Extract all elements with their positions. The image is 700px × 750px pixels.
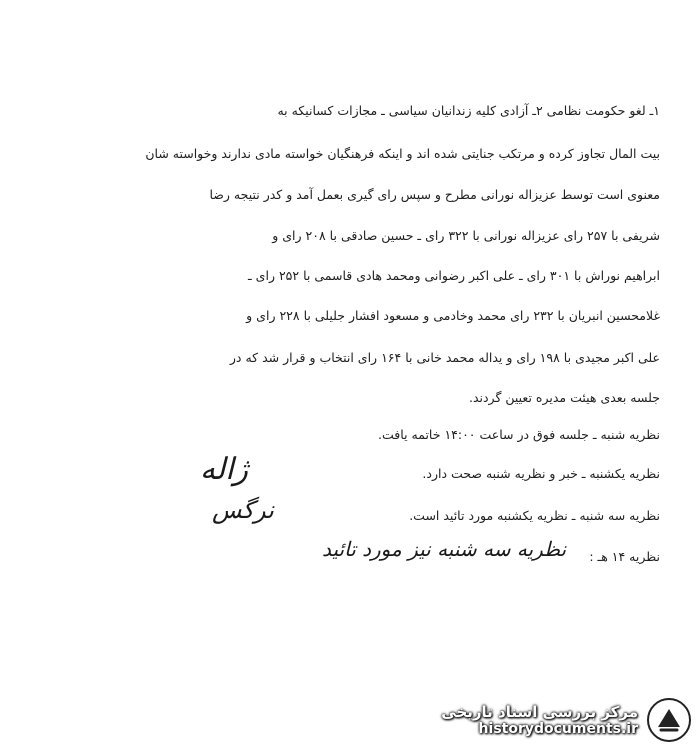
watermark — [392, 690, 700, 750]
text-line-2: بیت المال تجاوز کرده و مرتکب جنایتی شده اند و اینکه فرهنگیان خواسته مادی ندارند وخواسته شان — [145, 146, 660, 161]
handwritten-signature-2: نرگس — [212, 496, 274, 524]
watermark-url: historydocuments.ir — [478, 721, 638, 737]
text-line-7: علی اکبر مجیدی با ۱۹۸ رای و یداله محمد خانی با ۱۶۴ رای انتخاب و قرار شد که در — [229, 350, 660, 365]
watermark-title: مرکز بررسی اسناد تاریخی — [441, 703, 638, 721]
text-line-5: ابراهیم نوراش با ۳۰۱ رای ـ علی اکبر رضوانی ومحمد هادی قاسمی با ۲۵۲ رای ـ — [248, 268, 660, 283]
watermark-text — [441, 703, 638, 737]
note-sunday: نظریه یکشنبه ـ خبر و نظریه شنبه صحت دارد. — [422, 466, 660, 481]
note-saturday: نظریه شنبه ـ جلسه فوق در ساعت ۱۴:۰۰ خاتمه یافت. — [378, 427, 660, 442]
text-line-1: ۱ـ لغو حکومت نظامی ۲ـ آزادی کلیه زندانیان سیاسی ـ مجازات کسانیکه به — [277, 103, 660, 118]
text-line-3: معنوی است توسط عزیزاله نورانی مطرح و سپس رای گیری بعمل آمد و کدر نتیجه رضا — [209, 187, 660, 202]
note-14: نظریه ۱۴ هـ : — [589, 549, 660, 564]
text-line-4: شریفی با ۲۵۷ رای عزیزاله نورانی با ۳۲۲ رای ـ حسین صادقی با ۲۰۸ رای و — [272, 228, 660, 243]
handwritten-signature-1: ژاله — [200, 452, 249, 487]
archive-logo-icon — [646, 697, 692, 743]
handwritten-note: نظریه سه شنبه نیز مورد تائید — [322, 537, 567, 561]
text-line-6: غلامحسین انبریان با ۲۳۲ رای محمد وخادمی و مسعود افشار جلیلی با ۲۲۸ رای و — [246, 308, 660, 323]
text-line-8: جلسه بعدی هیئت مدیره تعیین گردند. — [468, 390, 660, 405]
note-tuesday: نظریه سه شنبه ـ نظریه یکشنبه مورد تائید است. — [409, 508, 660, 523]
